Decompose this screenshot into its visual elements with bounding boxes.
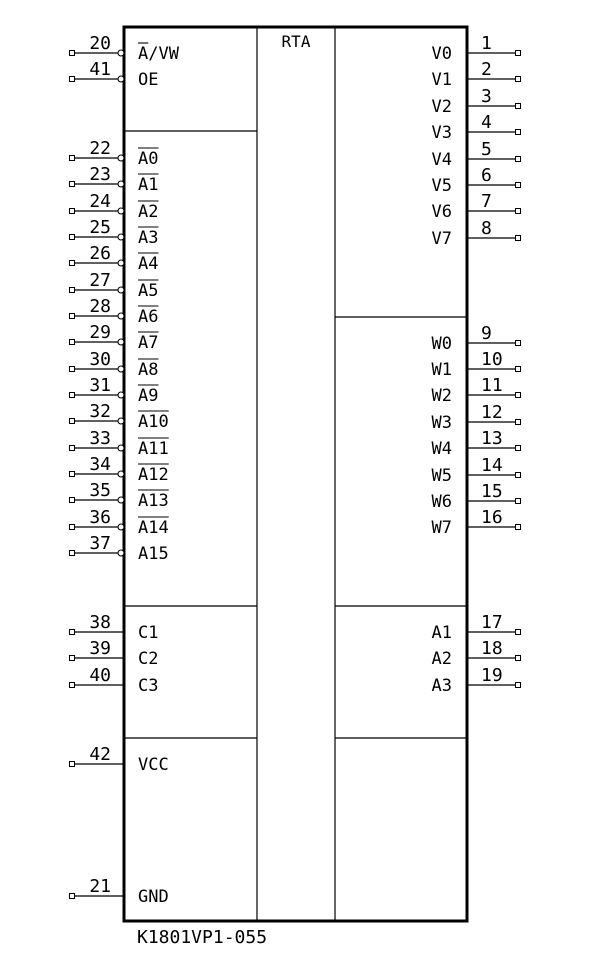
pin-21 xyxy=(70,876,169,907)
pin-terminal xyxy=(516,393,521,398)
pin-label: A13 xyxy=(138,491,169,511)
pin-terminal xyxy=(70,340,75,345)
pin-42 xyxy=(70,744,169,775)
pin-label: W7 xyxy=(431,518,452,538)
pin-number: 3 xyxy=(481,86,492,107)
pin-terminal xyxy=(516,683,521,688)
pin-label: C3 xyxy=(138,676,159,696)
pin-19 xyxy=(432,665,521,696)
pin-terminal xyxy=(70,367,75,372)
pin-label: A0 xyxy=(138,149,159,169)
pin-number: 6 xyxy=(481,165,492,186)
inversion-bubble xyxy=(118,181,124,187)
pin-label: C2 xyxy=(138,649,159,669)
pin-terminal xyxy=(516,236,521,241)
inversion-bubble xyxy=(118,208,124,214)
pin-number: 41 xyxy=(89,59,111,80)
pin-terminal xyxy=(516,104,521,109)
inversion-bubble xyxy=(118,366,124,372)
pin-terminal xyxy=(516,51,521,56)
pin-label: GND xyxy=(138,887,169,907)
right-pins xyxy=(432,33,521,696)
pin-number: 2 xyxy=(481,59,492,80)
pin-number: 17 xyxy=(481,612,503,633)
pin-12 xyxy=(432,402,521,433)
inversion-bubble xyxy=(118,445,124,451)
pin-label: A8 xyxy=(138,360,159,380)
pin-number: 7 xyxy=(481,191,492,212)
inversion-bubble xyxy=(118,524,124,530)
pin-17 xyxy=(432,612,521,643)
pin-number: 14 xyxy=(481,455,503,476)
pin-number: 29 xyxy=(89,322,111,343)
inversion-bubble xyxy=(118,76,124,82)
pin-terminal xyxy=(70,762,75,767)
inversion-bubble xyxy=(118,550,124,556)
pin-number: 42 xyxy=(89,744,111,765)
pin-number: 13 xyxy=(481,428,503,449)
inversion-bubble xyxy=(118,287,124,293)
inversion-bubble xyxy=(118,50,124,56)
pin-terminal xyxy=(70,182,75,187)
pin-label: A5 xyxy=(138,281,159,301)
pin-3 xyxy=(432,86,521,117)
pin-terminal xyxy=(70,288,75,293)
pin-number: 24 xyxy=(89,191,111,212)
pin-terminal xyxy=(70,894,75,899)
pin-terminal xyxy=(516,630,521,635)
pin-14 xyxy=(432,455,521,486)
pin-terminal xyxy=(516,446,521,451)
pin-label: A3 xyxy=(138,228,159,248)
pin-number: 28 xyxy=(89,296,111,317)
pin-number: 5 xyxy=(481,139,492,160)
pin-label: A4 xyxy=(138,254,159,274)
pin-number: 32 xyxy=(89,401,111,422)
pin-9 xyxy=(432,323,521,354)
pin-label: W1 xyxy=(431,360,452,380)
pin-8 xyxy=(432,218,521,249)
pin-terminal xyxy=(516,341,521,346)
pin-label: V0 xyxy=(431,44,452,64)
pin-number: 39 xyxy=(89,638,111,659)
pin-label: V4 xyxy=(431,150,452,170)
pin-number: 33 xyxy=(89,428,111,449)
pin-terminal xyxy=(70,261,75,266)
pin-number: 21 xyxy=(89,876,111,897)
part-name: K1801VP1-055 xyxy=(137,927,268,948)
pin-terminal xyxy=(70,393,75,398)
pin-number: 34 xyxy=(89,454,111,475)
pin-number: 8 xyxy=(481,218,492,239)
pin-number: 20 xyxy=(89,33,111,54)
inversion-bubble xyxy=(118,392,124,398)
pin-terminal xyxy=(516,209,521,214)
pin-label: V7 xyxy=(431,229,452,249)
pin-label: A/VW xyxy=(138,44,179,64)
pin-40 xyxy=(70,665,159,696)
pin-label: V1 xyxy=(431,70,452,90)
pin-30 xyxy=(70,349,159,380)
pin-number: 25 xyxy=(89,217,111,238)
pin-terminal xyxy=(70,446,75,451)
pin-number: 18 xyxy=(481,638,503,659)
pin-label: W0 xyxy=(431,334,452,354)
pin-label: A12 xyxy=(138,465,169,485)
pin-label: W3 xyxy=(431,413,452,433)
pin-number: 1 xyxy=(481,33,492,54)
pin-label: A3 xyxy=(431,676,452,696)
pin-terminal xyxy=(70,472,75,477)
pin-number: 11 xyxy=(481,375,503,396)
inversion-bubble xyxy=(118,418,124,424)
pin-label: A15 xyxy=(138,544,169,564)
pin-label: V2 xyxy=(431,97,452,117)
pin-label: V5 xyxy=(431,176,452,196)
pin-label: A6 xyxy=(138,307,159,327)
pin-number: 12 xyxy=(481,402,503,423)
pin-number: 16 xyxy=(481,507,503,528)
pin-terminal xyxy=(70,656,75,661)
pin-24 xyxy=(70,191,159,222)
pin-terminal xyxy=(516,656,521,661)
pin-terminal xyxy=(516,525,521,530)
pin-number: 30 xyxy=(89,349,111,370)
pin-terminal xyxy=(516,183,521,188)
pin-terminal xyxy=(70,77,75,82)
pin-number: 36 xyxy=(89,507,111,528)
pin-number: 40 xyxy=(89,665,111,686)
pin-terminal xyxy=(70,551,75,556)
pin-label: V3 xyxy=(431,123,452,143)
pin-number: 9 xyxy=(481,323,492,344)
pin-label: VCC xyxy=(138,755,169,775)
pin-label: W4 xyxy=(431,439,452,459)
pin-terminal xyxy=(516,130,521,135)
block-title: RTA xyxy=(281,32,311,51)
ic-outline xyxy=(124,27,467,921)
pin-label: A14 xyxy=(138,518,169,538)
pin-number: 22 xyxy=(89,138,111,159)
inversion-bubble xyxy=(118,234,124,240)
pin-label: W2 xyxy=(431,386,452,406)
pin-terminal xyxy=(70,209,75,214)
pin-label: A9 xyxy=(138,386,159,406)
inversion-bubble xyxy=(118,260,124,266)
inversion-bubble xyxy=(118,313,124,319)
pin-number: 38 xyxy=(89,612,111,633)
pin-36 xyxy=(70,507,169,538)
pin-terminal xyxy=(70,630,75,635)
pin-label: A1 xyxy=(431,623,452,643)
pin-label: OE xyxy=(138,70,159,90)
pin-terminal xyxy=(70,51,75,56)
pin-number: 31 xyxy=(89,375,111,396)
pin-38 xyxy=(70,612,159,643)
pin-number: 19 xyxy=(481,665,503,686)
pin-number: 35 xyxy=(89,480,111,501)
pin-number: 37 xyxy=(89,533,111,554)
inversion-bubble xyxy=(118,471,124,477)
pin-label: C1 xyxy=(138,623,159,643)
pin-label: A7 xyxy=(138,333,159,353)
pin-label: A2 xyxy=(138,202,159,222)
pin-1 xyxy=(432,33,521,64)
pin-number: 27 xyxy=(89,270,111,291)
pin-terminal xyxy=(516,77,521,82)
pin-terminal xyxy=(516,473,521,478)
ic-body xyxy=(124,27,467,921)
pin-label: A2 xyxy=(431,649,452,669)
pin-22 xyxy=(70,138,159,169)
pin-label: W5 xyxy=(431,466,452,486)
pin-label: A11 xyxy=(138,439,169,459)
pin-label: A10 xyxy=(138,412,169,432)
inversion-bubble xyxy=(118,497,124,503)
pin-terminal xyxy=(70,419,75,424)
pin-number: 10 xyxy=(481,349,503,370)
pin-terminal xyxy=(516,157,521,162)
pin-33 xyxy=(70,428,169,459)
pin-label: W6 xyxy=(431,492,452,512)
pin-terminal xyxy=(70,156,75,161)
inversion-bubble xyxy=(118,155,124,161)
pin-label: A1 xyxy=(138,175,159,195)
pin-terminal xyxy=(70,498,75,503)
pin-27 xyxy=(70,270,159,301)
pin-terminal xyxy=(70,525,75,530)
inversion-bubble xyxy=(118,339,124,345)
pin-terminal xyxy=(516,420,521,425)
pin-number: 4 xyxy=(481,112,492,133)
pin-number: 15 xyxy=(481,481,503,502)
pin-number: 26 xyxy=(89,243,111,264)
pin-terminal xyxy=(516,499,521,504)
pin-terminal xyxy=(70,235,75,240)
pin-number: 23 xyxy=(89,164,111,185)
pin-terminal xyxy=(70,314,75,319)
pin-terminal xyxy=(516,367,521,372)
pin-terminal xyxy=(70,683,75,688)
pin-label: V6 xyxy=(431,202,452,222)
pin-5 xyxy=(432,139,521,170)
